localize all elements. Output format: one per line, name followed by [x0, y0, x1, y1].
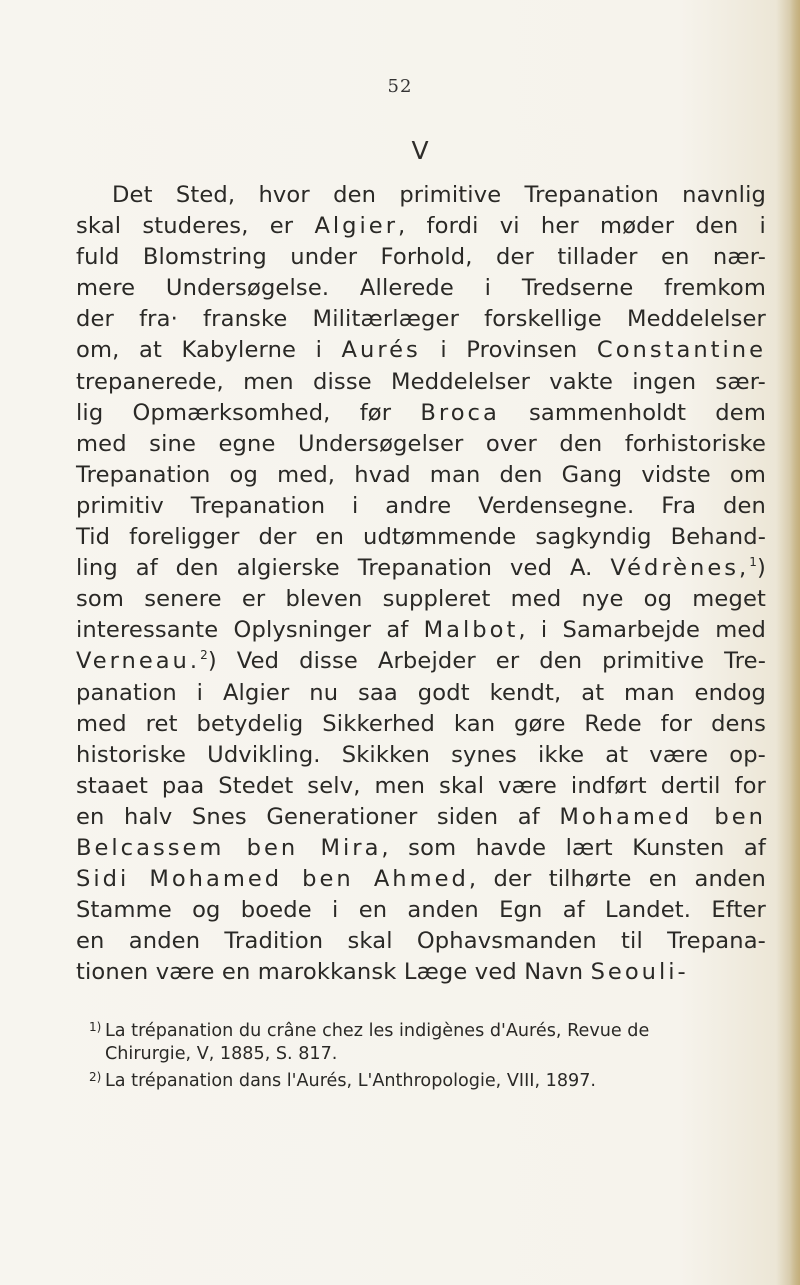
footnote-mark: 1): [89, 1020, 102, 1034]
text-line: lig Opmærksomhed, før Broca sammenholdt dem: [76, 399, 766, 426]
spaced-name: Malbot: [423, 617, 519, 644]
text-line: historiske Udvikling. Skikken synes ikke at være op-: [76, 741, 766, 768]
chapter-heading: V: [411, 136, 429, 165]
footnote-1-continued: Chirurgie, V, 1885, S. 817.: [105, 1044, 338, 1064]
footnotes: [89, 1016, 769, 1093]
text-line: med ret betydelig Sikkerhed kan gøre Rede for dens: [76, 710, 766, 737]
text-line: interessante Oplysninger af Malbot, i Samarbejde med: [76, 617, 766, 644]
spaced-name: Algier: [314, 213, 398, 240]
footnote-ref: 1: [749, 555, 758, 570]
page-number: 52: [387, 76, 413, 97]
spaced-name: Constantine: [596, 337, 766, 364]
text-line: om, at Kabylerne i Aurés i Provinsen Constantine: [76, 337, 766, 364]
text-line: skal studeres, er Algier, fordi vi her møder den i: [76, 213, 766, 240]
text-line: med sine egne Undersøgelser over den forhistoriske: [76, 430, 766, 457]
footnote-ref: 2: [200, 648, 208, 663]
text-line: Tid foreligger der en udtømmende sagkyndig Behand-: [76, 524, 766, 551]
page-edge: [790, 0, 800, 1285]
text-line: Verneau.$^2$) Ved disse Arbejder er den primitive Tre-: [76, 648, 766, 675]
text-line: tionen være en marokkansk Læge ved Navn Seouli-: [76, 959, 689, 986]
text-line: staaet paa Stedet selv, men skal være indført dertil for: [76, 772, 766, 799]
spaced-name: Verneau.: [76, 648, 201, 675]
text-line: Sidi Mohamed ben Ahmed, der tilhørte en anden: [76, 866, 766, 893]
text-line: der fra· franske Militærlæger forskellige Meddelelser: [76, 306, 766, 333]
text-line: ling af den algierske Trepanation ved A. Védrènes,$^1$): [76, 555, 766, 582]
spaced-name: Sidi Mohamed ben Ahmed: [76, 866, 469, 893]
text-line: en halv Snes Generationer siden af Mohamed ben: [76, 803, 766, 830]
text-line: trepanerede, men disse Meddelelser vakte ingen sær-: [76, 368, 766, 395]
spaced-name: Mohamed ben: [559, 803, 766, 830]
text-line: som senere er bleven suppleret med nye og meget: [76, 586, 766, 613]
spaced-name: Belcassem ben Mira: [76, 834, 382, 861]
spaced-name: Seouli-: [590, 959, 689, 986]
text-line: Trepanation og med, hvad man den Gang vidste om: [76, 461, 766, 488]
text-line: Belcassem ben Mira, som havde lært Kunsten af: [76, 834, 766, 861]
text-line: panation i Algier nu saa godt kendt, at man endog: [76, 679, 766, 706]
spaced-name: Védrènes,: [610, 555, 750, 582]
text-line: primitiv Trepanation i andre Verdensegne. Fra den: [76, 492, 766, 519]
text-line: mere Undersøgelse. Allerede i Tredserne fremkom: [76, 275, 766, 302]
footnote-2: 2) La trépanation dans l'Aurés, L'Anthropologie, VIII, 1897.: [89, 1066, 769, 1093]
footnote-1: 1) La trépanation du crâne chez les indigènes d'Aurés, Revue de: [89, 1016, 769, 1043]
spaced-name: Aurés: [341, 337, 421, 364]
spaced-name: Broca: [420, 399, 500, 426]
text-line: fuld Blomstring under Forhold, der tillader en nær-: [76, 244, 766, 271]
text-line: Stamme og boede i en anden Egn af Landet. Efter: [76, 897, 766, 924]
text-line: en anden Tradition skal Ophavsmanden til Trepana-: [76, 928, 766, 955]
text-line: Det Sted, hvor den primitive Trepanation navnlig: [112, 182, 766, 208]
footnote-mark: 2): [89, 1070, 102, 1084]
body-paragraph: [76, 180, 766, 988]
